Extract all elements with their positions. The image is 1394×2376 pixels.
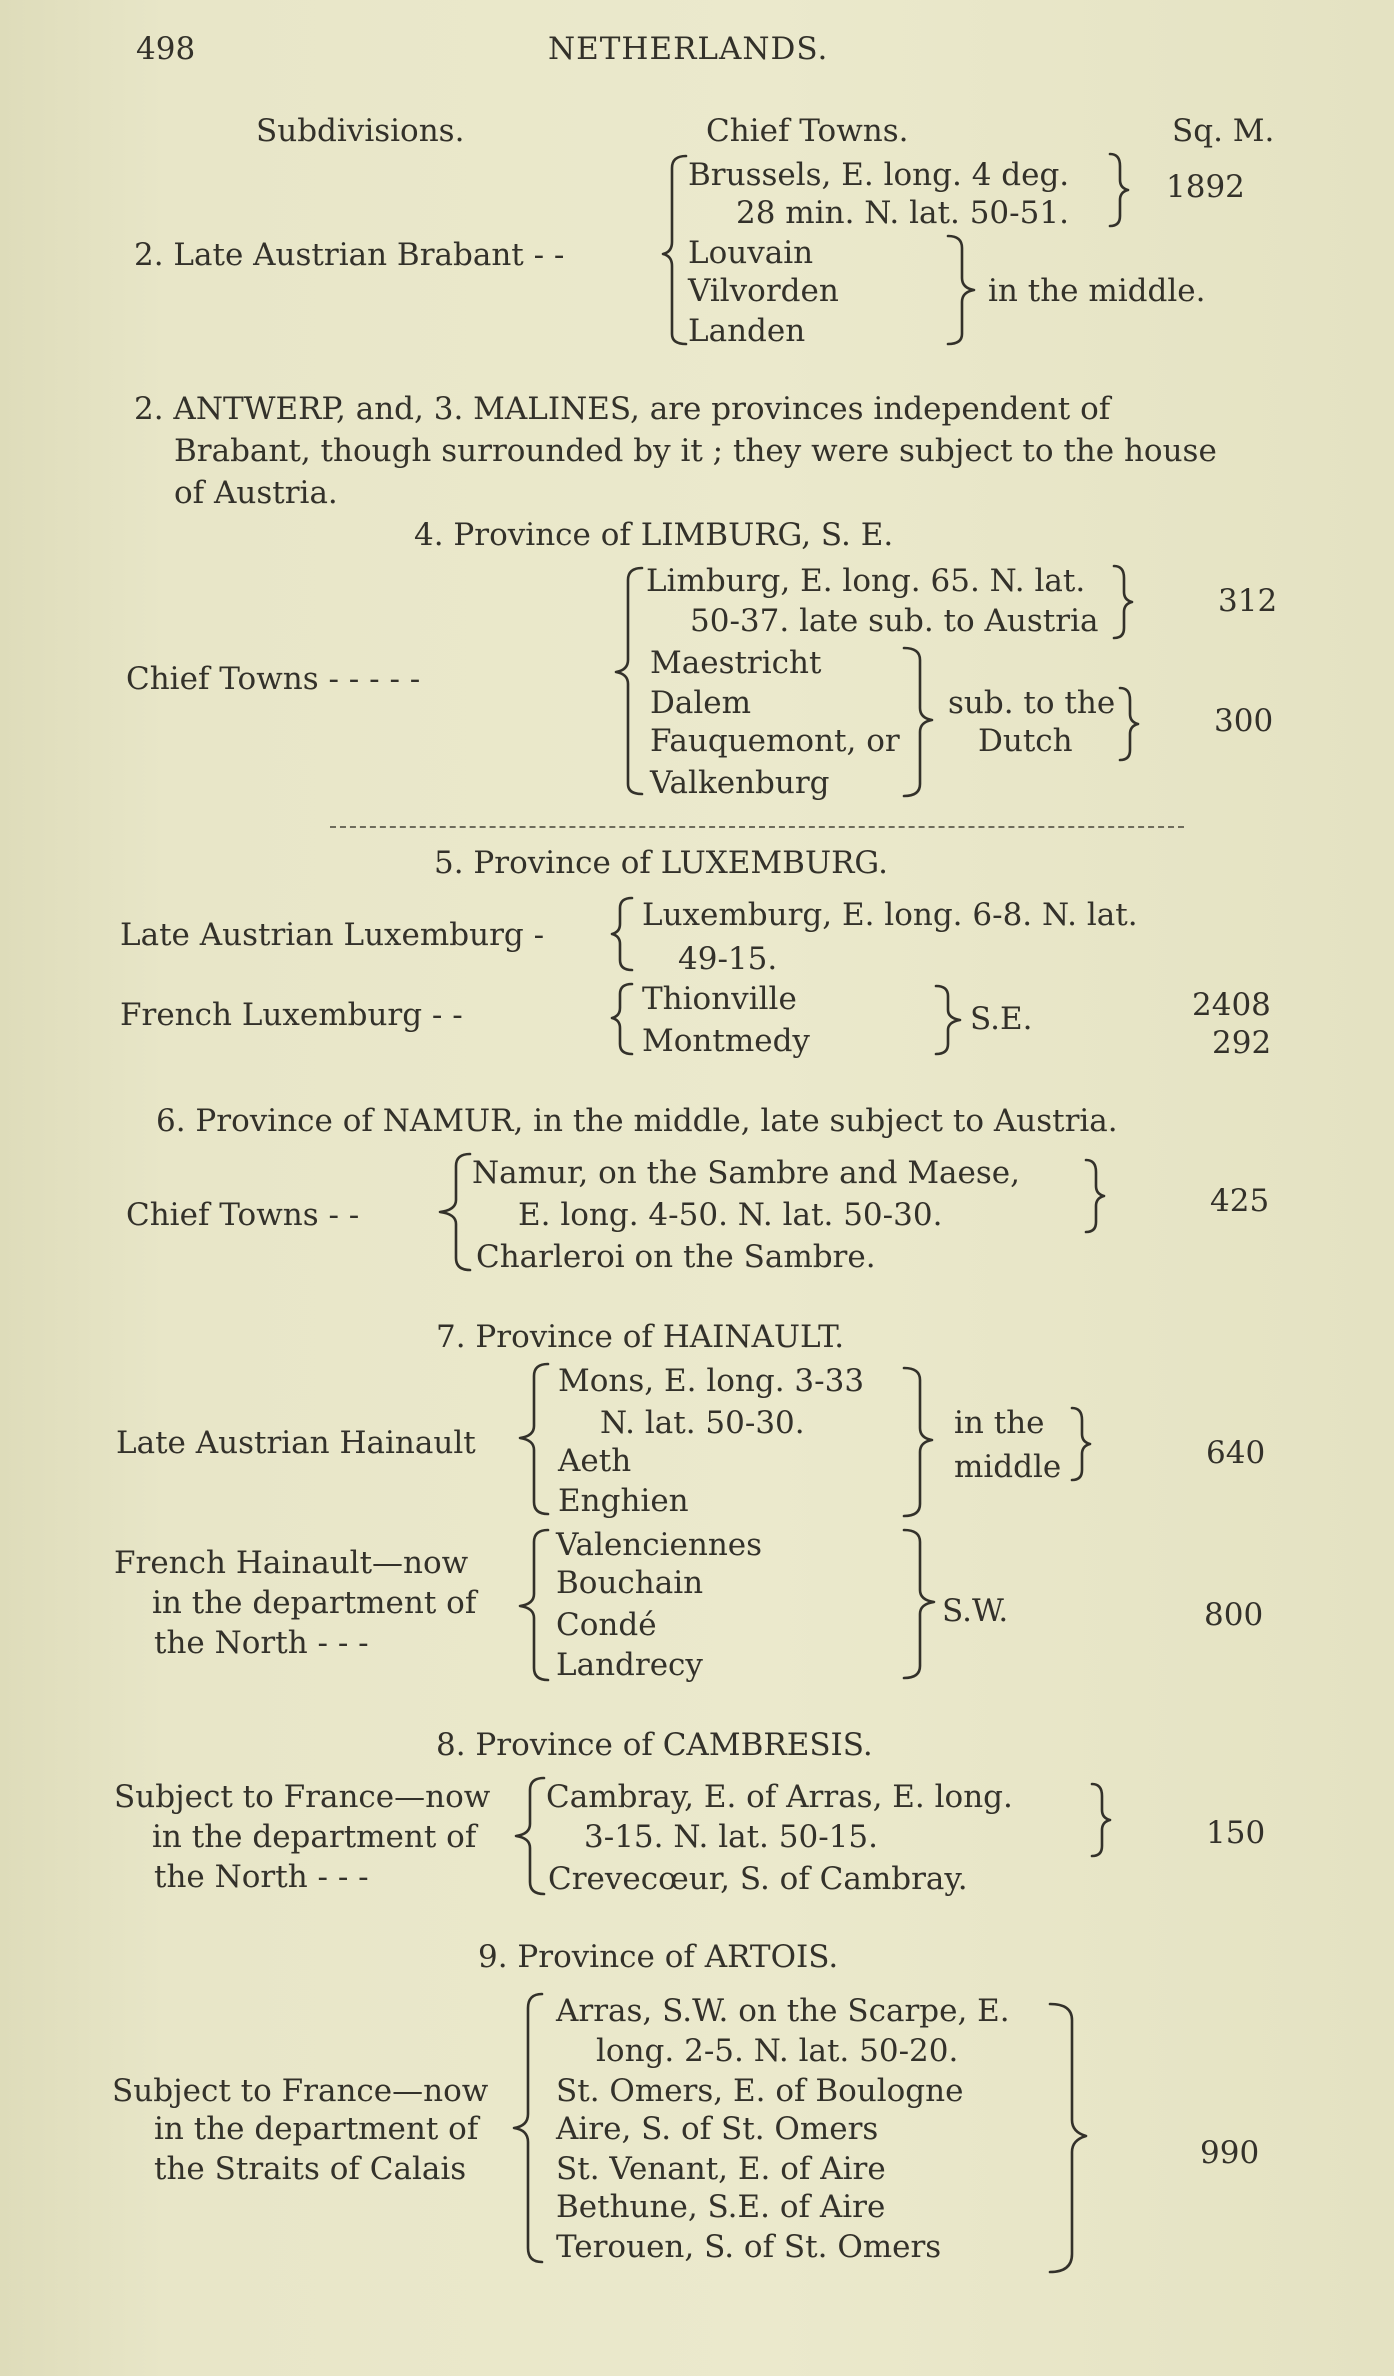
artois-town-1: Arras, S.W. on the Scarpe, E. — [556, 1993, 1010, 2029]
hainault-french-position-brace — [902, 1526, 942, 1686]
artois-towns-brace — [512, 1990, 548, 2272]
limburg-sq-m-2: 300 — [1214, 703, 1274, 739]
hainault-french-position: S.W. — [942, 1593, 1009, 1629]
hainault-french-label-line-1: French Hainault—now — [114, 1545, 469, 1581]
luxemburg-row-2-brace — [610, 980, 638, 1058]
limburg-dutch-brace-right — [1118, 684, 1142, 766]
limburg-town-5: Valkenburg — [650, 765, 830, 801]
limburg-town-4: Fauquemont, or — [650, 723, 900, 759]
limburg-dutch-brace-left — [902, 644, 942, 804]
artois-label-line-1: Subject to France—now — [112, 2073, 489, 2109]
brabant-position: in the middle. — [988, 273, 1206, 309]
luxemburg-row-1-brace — [610, 894, 638, 974]
limburg-heading: 4. Province of LIMBURG, S. E. — [414, 517, 894, 553]
cambresis-sq-m: 150 — [1206, 1815, 1266, 1851]
column-head-chief-towns: Chief Towns. — [706, 113, 909, 149]
limburg-note-line-2: Dutch — [978, 723, 1073, 759]
limburg-note-line-1: sub. to the — [948, 685, 1116, 721]
hainault-french-town-2: Bouchain — [556, 1565, 704, 1601]
artois-town-1-cont: long. 2-5. N. lat. 50-20. — [596, 2033, 959, 2069]
hainault-french-towns-brace — [518, 1526, 554, 1686]
brabant-town-1: Brussels, E. long. 4 deg. — [688, 157, 1070, 193]
hainault-french-sq-m: 800 — [1204, 1597, 1264, 1633]
luxemburg-position: S.E. — [970, 1001, 1033, 1037]
namur-towns-brace — [436, 1150, 476, 1276]
luxemburg-row-2-town-2: Montmedy — [642, 1023, 810, 1059]
artois-town-2: St. Omers, E. of Boulogne — [556, 2073, 964, 2109]
artois-town-4: St. Venant, E. of Aire — [556, 2151, 886, 2187]
hainault-french-town-1: Valenciennes — [556, 1527, 763, 1563]
column-head-square-miles: Sq. M. — [1172, 113, 1275, 149]
namur-sq-m-brace — [1084, 1156, 1110, 1236]
hainault-austrian-position-brace-left — [902, 1364, 950, 1526]
limburg-first-brace — [1112, 562, 1136, 644]
hainault-austrian-town-1: Mons, E. long. 3-33 — [558, 1363, 865, 1399]
section-divider — [330, 826, 1184, 828]
cambresis-sq-m-brace — [1090, 1780, 1116, 1864]
limburg-town-2: Maestricht — [650, 645, 822, 681]
hainault-austrian-position-brace-right — [1070, 1404, 1096, 1488]
hainault-austrian-position-line-2: middle — [954, 1449, 1062, 1485]
limburg-town-1-cont: 50-37. late sub. to Austria — [690, 603, 1099, 639]
antwerp-line-3: of Austria. — [174, 475, 338, 511]
cambresis-town-1-cont: 3-15. N. lat. 50-15. — [584, 1819, 878, 1855]
luxemburg-row-2-label: French Luxemburg - - — [120, 997, 463, 1033]
hainault-french-label-line-2: in the department of — [152, 1585, 477, 1621]
limburg-label: Chief Towns - - - - - — [126, 661, 421, 697]
brabant-subdivision: 2. Late Austrian Brabant - - — [134, 237, 565, 273]
limburg-town-1: Limburg, E. long. 65. N. lat. — [646, 563, 1086, 599]
column-head-subdivisions: Subdivisions. — [256, 113, 465, 149]
hainault-austrian-town-2: Aeth — [558, 1443, 632, 1479]
artois-label-line-2: in the department of — [154, 2111, 479, 2147]
limburg-town-3: Dalem — [650, 685, 751, 721]
artois-town-3: Aire, S. of St. Omers — [556, 2111, 879, 2147]
brabant-town-3: Vilvorden — [688, 273, 839, 309]
cambresis-label-line-2: in the department of — [152, 1819, 477, 1855]
running-title: NETHERLANDS. — [548, 31, 829, 67]
limburg-sq-m-1: 312 — [1218, 583, 1278, 619]
hainault-austrian-towns-brace — [514, 1360, 554, 1520]
hainault-french-label-line-3: the North - - - — [154, 1625, 369, 1661]
hainault-austrian-town-1-cont: N. lat. 50-30. — [600, 1405, 805, 1441]
namur-town-2: Charleroi on the Sambre. — [476, 1239, 876, 1275]
artois-town-5: Bethune, S.E. of Aire — [556, 2189, 886, 2225]
luxemburg-position-brace — [934, 982, 970, 1058]
cambresis-heading: 8. Province of CAMBRESIS. — [436, 1727, 873, 1763]
artois-sq-m-brace — [1048, 2000, 1094, 2280]
namur-town-1-cont: E. long. 4-50. N. lat. 50-30. — [518, 1197, 943, 1233]
luxemburg-row-2-town-1: Thionville — [642, 981, 797, 1017]
brabant-town-1-cont: 28 min. N. lat. 50-51. — [736, 195, 1069, 231]
luxemburg-row-1-town-2: 49-15. — [678, 941, 778, 977]
artois-label-line-3: the Straits of Calais — [154, 2151, 467, 2187]
brabant-position-brace — [946, 232, 980, 350]
brabant-town-2: Louvain — [688, 235, 814, 271]
brabant-brussels-brace — [1108, 150, 1132, 230]
artois-sq-m: 990 — [1200, 2135, 1260, 2171]
namur-sq-m: 425 — [1210, 1183, 1270, 1219]
cambresis-towns-brace — [514, 1774, 550, 1900]
brabant-town-4: Landen — [688, 313, 806, 349]
luxemburg-row-1-label: Late Austrian Luxemburg - — [120, 917, 545, 953]
hainault-austrian-label: Late Austrian Hainault — [116, 1425, 476, 1461]
antwerp-line-2: Brabant, though surrounded by it ; they were subject to the house — [174, 433, 1217, 469]
hainault-austrian-town-3: Enghien — [558, 1483, 689, 1519]
limburg-towns-brace — [612, 562, 648, 802]
brabant-sq-m: 1892 — [1166, 169, 1245, 205]
luxemburg-heading: 5. Province of LUXEMBURG. — [434, 845, 888, 881]
luxemburg-row-1-town-1: Luxemburg, E. long. 6-8. N. lat. — [642, 897, 1138, 933]
artois-town-6: Terouen, S. of St. Omers — [556, 2229, 942, 2265]
artois-heading: 9. Province of ARTOIS. — [478, 1939, 839, 1975]
hainault-heading: 7. Province of HAINAULT. — [436, 1319, 845, 1355]
namur-heading: 6. Province of NAMUR, in the middle, late subject to Austria. — [156, 1103, 1118, 1139]
hainault-french-town-4: Landrecy — [556, 1647, 703, 1683]
cambresis-town-2: Crevecœur, S. of Cambray. — [548, 1861, 968, 1897]
cambresis-label-line-3: the North - - - — [154, 1859, 369, 1895]
hainault-french-town-3: Condé — [556, 1607, 657, 1643]
luxemburg-sq-m-1: 2408 — [1192, 987, 1271, 1023]
namur-town-1: Namur, on the Sambre and Maese, — [472, 1155, 1020, 1191]
cambresis-town-1: Cambray, E. of Arras, E. long. — [546, 1779, 1013, 1815]
cambresis-label-line-1: Subject to France—now — [114, 1779, 491, 1815]
namur-label: Chief Towns - - — [126, 1197, 360, 1233]
page-number: 498 — [136, 31, 196, 67]
hainault-austrian-position-line-1: in the — [954, 1405, 1045, 1441]
luxemburg-sq-m-2: 292 — [1212, 1025, 1272, 1061]
hainault-austrian-sq-m: 640 — [1206, 1435, 1266, 1471]
antwerp-line-1: 2. ANTWERP, and, 3. MALINES, are provinces independent of — [134, 391, 1111, 427]
